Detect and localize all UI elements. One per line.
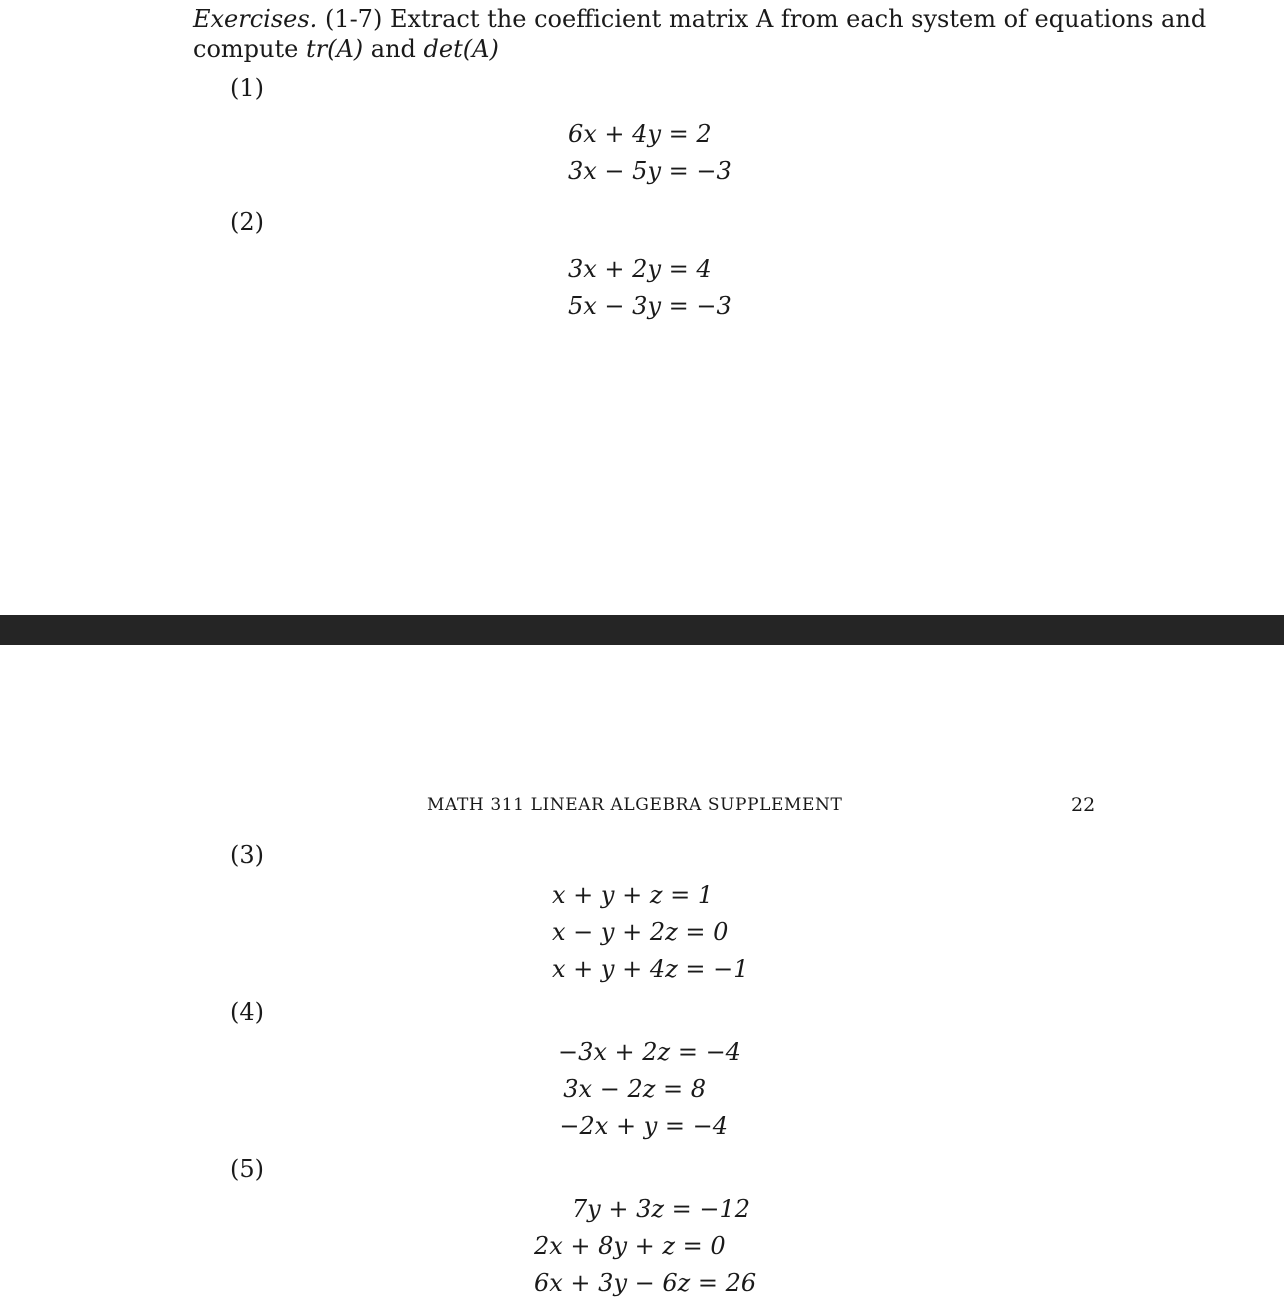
intro-text-2: compute (193, 35, 306, 63)
equation: −2x + y = −4 (559, 1112, 728, 1140)
equation: 6x + 3y − 6z = 26 (534, 1269, 757, 1297)
equation-system (552, 880, 749, 984)
equation: x − y + 2z = 0 (552, 918, 729, 946)
equation-system (558, 1037, 741, 1141)
exercise-intro (193, 4, 1206, 64)
trace-function: tr (305, 35, 328, 63)
equation: −3x + 2z = −4 (558, 1038, 741, 1066)
equation: 3x − 5y = −3 (568, 157, 732, 185)
trace-argument: (A) (327, 35, 364, 63)
equation: x + y + 4z = −1 (552, 955, 749, 983)
equation: 3x − 2z = 8 (563, 1075, 706, 1103)
problem-label: (2) (230, 208, 264, 236)
equation: 3x + 2y = 4 (568, 255, 712, 283)
page-divider (0, 615, 1284, 645)
intro-line-1 (193, 4, 1206, 34)
determinant-function: det (423, 35, 463, 63)
equation: x + y + z = 1 (552, 881, 714, 909)
equation: 7y + 3z = −12 (571, 1195, 750, 1223)
equation: 6x + 4y = 2 (568, 120, 712, 148)
equation-system (534, 1194, 757, 1298)
intro-text-1: (1-7) Extract the coefficient matrix A from each system of equations and (317, 5, 1207, 33)
problem-label: (3) (230, 841, 264, 869)
problem-label: (1) (230, 74, 264, 102)
problem-label: (4) (230, 998, 264, 1026)
equation-system (568, 119, 732, 186)
determinant-argument: (A) (462, 35, 499, 63)
intro-line-2 (193, 34, 1206, 64)
equation-system (568, 254, 732, 321)
problem-label: (5) (230, 1155, 264, 1183)
running-header: MATH 311 LINEAR ALGEBRA SUPPLEMENT (427, 795, 843, 815)
intro-heading: Exercises. (193, 5, 318, 33)
equation: 2x + 8y + z = 0 (534, 1232, 726, 1260)
intro-and: and (363, 35, 424, 63)
page-number: 22 (1071, 794, 1096, 816)
equation: 5x − 3y = −3 (568, 292, 732, 320)
